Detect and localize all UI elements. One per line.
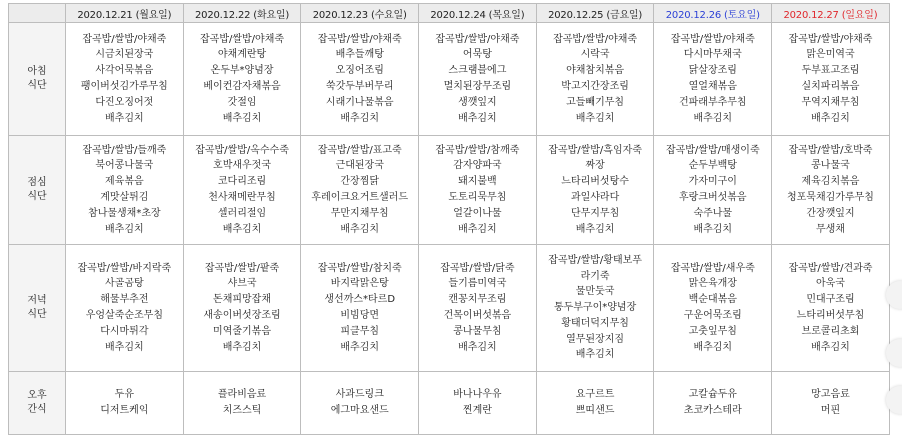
- menu-item: 잡곡밥/쌀밥/야채죽: [200, 33, 285, 45]
- menu-item: 잡곡밥/쌀밥/들깨죽: [82, 144, 167, 156]
- menu-item: 잡곡밥/쌀밥/호박죽: [788, 144, 873, 156]
- menu-item: 단무지무침: [570, 207, 620, 219]
- menu-item: 황태더덕지무침: [561, 317, 629, 329]
- meal-label-line: 식단: [27, 191, 47, 202]
- menu-item: 배추김치: [340, 112, 380, 124]
- menu-item: 배추김치: [575, 349, 615, 361]
- menu-item: 맑은미역국: [806, 49, 855, 61]
- menu-cell: [654, 136, 772, 245]
- menu-item: 다시마튀각: [100, 325, 149, 337]
- menu-item: 숙주나물: [693, 207, 733, 219]
- menu-cell: [301, 136, 419, 245]
- menu-cell: [419, 372, 537, 435]
- menu-cell: [301, 245, 419, 372]
- menu-item: 건목이버섯볶음: [443, 310, 512, 321]
- menu-cell: [66, 23, 184, 136]
- menu-item: 치즈스틱: [222, 405, 262, 416]
- menu-item: 간장깻잎지: [806, 207, 855, 219]
- menu-item: 배추김치: [222, 112, 262, 124]
- menu-item: 박고지간장조림: [561, 81, 629, 92]
- menu-item: 순두부백탕: [688, 160, 737, 172]
- meal-row: [9, 23, 890, 136]
- menu-item: 배추김치: [693, 341, 733, 353]
- menu-item: 잡곡밥/쌀밥/야채죽: [317, 33, 402, 45]
- date-header-4: 2020.12.24 (목요일): [419, 4, 537, 23]
- menu-item: 배추김치: [575, 223, 615, 235]
- menu-item: 구운어묵조림: [683, 310, 742, 321]
- date-header-3: 2020.12.23 (수요일): [301, 4, 419, 23]
- menu-cell: [66, 245, 184, 372]
- menu-item: 콩나물국: [811, 160, 850, 172]
- menu-item: 디저트케익: [100, 405, 149, 416]
- menu-item: 바지락맑은탕: [330, 278, 389, 290]
- menu-item: 무생채: [815, 223, 845, 235]
- menu-cell: [772, 23, 890, 136]
- menu-item: 배추김치: [458, 223, 497, 235]
- menu-item: 생선까스*타르D: [324, 294, 396, 306]
- menu-item: 다시마무채국: [683, 49, 742, 61]
- menu-cell: [772, 245, 890, 372]
- menu-item: 근대된장국: [335, 160, 384, 172]
- menu-item: 참나물생채*초장: [88, 207, 161, 219]
- menu-item: 잡곡밥/쌀밥/새우죽: [670, 262, 755, 274]
- menu-item: 배추김치: [693, 112, 733, 124]
- menu-item: 잡곡밥/쌀밥/황태보푸: [548, 254, 642, 266]
- menu-item: 쑥갓두부버무리: [325, 81, 394, 92]
- menu-cell: [66, 372, 184, 435]
- meal-label-line: 간식: [27, 404, 47, 415]
- meal-label-line: 식단: [27, 309, 47, 320]
- menu-item: 감자양파국: [453, 160, 502, 172]
- menu-item: 캔꽁치무조림: [448, 294, 507, 306]
- menu-item: 베이컨감자채볶음: [203, 81, 281, 92]
- menu-item: 배추김치: [575, 112, 615, 124]
- menu-item: 배추김치: [340, 223, 380, 235]
- menu-cell: [772, 372, 890, 435]
- menu-item: 샤브국: [227, 278, 257, 290]
- menu-item: 과일샤라다: [570, 192, 620, 203]
- date-header-1: 2020.12.21 (월요일): [66, 4, 184, 23]
- menu-item: 배추김치: [811, 112, 850, 124]
- menu-item: 팽이버섯김가루무침: [80, 81, 168, 92]
- menu-item: 에그마요샌드: [330, 405, 389, 416]
- meal-label-line: 점심: [27, 177, 47, 188]
- menu-item: 어묵탕: [462, 49, 492, 61]
- menu-item: 야채참치볶음: [566, 65, 625, 77]
- menu-item: 후랑크버섯볶음: [678, 192, 747, 203]
- corner-cell: [9, 4, 66, 23]
- menu-cell: [536, 23, 654, 136]
- menu-item: 통두부구이*양념장: [553, 302, 637, 314]
- menu-item: 멸치된장무조림: [443, 81, 512, 92]
- menu-item: 두부표고조림: [801, 65, 860, 77]
- menu-item: 고들빼기무침: [566, 96, 625, 108]
- menu-cell: [419, 136, 537, 245]
- menu-cell: [419, 23, 537, 136]
- menu-item: 계맛살튀김: [100, 192, 149, 203]
- menu-item: 바나나우유: [453, 389, 502, 401]
- menu-item: 잡곡밥/쌀밥/닭죽: [440, 262, 515, 274]
- menu-item: 시래기나물볶음: [325, 96, 394, 108]
- menu-item: 머핀: [820, 405, 841, 416]
- menu-item: 고춧잎무침: [688, 325, 737, 337]
- menu-item: 코다리조림: [217, 176, 267, 188]
- menu-item: 망고음료: [811, 389, 850, 401]
- meal-label-line: 아침: [27, 66, 47, 77]
- menu-item: 천사채메란무침: [208, 192, 276, 203]
- meal-row: [9, 372, 890, 435]
- meal-row: [9, 136, 890, 245]
- menu-item: 제육김치볶음: [801, 176, 860, 188]
- menu-item: 배추김치: [222, 341, 262, 353]
- meal-label: [9, 23, 66, 136]
- menu-item: 콩나물무침: [453, 325, 502, 337]
- date-header-6: 2020.12.26 (토요일): [654, 4, 772, 23]
- menu-item: 셀러리절임: [217, 207, 267, 219]
- menu-item: 비빔당면: [340, 310, 380, 321]
- menu-item: 배추들깨탕: [335, 49, 384, 61]
- menu-item: 오징어조림: [335, 65, 384, 77]
- menu-item: 초코카스테라: [683, 405, 742, 416]
- menu-cell: [654, 23, 772, 136]
- meal-label-line: 저녁: [27, 295, 47, 306]
- menu-item: 닭살장조림: [688, 65, 737, 77]
- menu-cell: [536, 245, 654, 372]
- menu-item: 사골곰탕: [105, 278, 144, 290]
- menu-item: 느타리버섯무침: [796, 310, 865, 321]
- menu-item: 다진오징어젓: [95, 96, 154, 108]
- menu-cell: [183, 136, 301, 245]
- menu-item: 잡곡밥/쌀밥/참치죽: [317, 262, 402, 274]
- menu-item: 피클무침: [340, 325, 380, 337]
- menu-item: 온두부*양념장: [210, 65, 274, 77]
- meal-label: [9, 245, 66, 372]
- menu-item: 배추김치: [458, 112, 497, 124]
- menu-item: 배추김치: [693, 223, 733, 235]
- menu-item: 잡곡밥/쌀밥/야채죽: [435, 33, 520, 45]
- menu-cell: [183, 23, 301, 136]
- menu-item: 배추김치: [340, 341, 380, 353]
- meal-label: [9, 136, 66, 245]
- date-header-5: 2020.12.25 (금요일): [536, 4, 654, 23]
- menu-item: 민대구조림: [806, 294, 855, 306]
- menu-item: 가자미구이: [688, 176, 737, 188]
- menu-cell: [301, 23, 419, 136]
- menu-item: 잡곡밥/쌀밥/매생이죽: [665, 144, 760, 156]
- menu-item: 배추김치: [105, 341, 144, 353]
- menu-item: 열무된장지짐: [566, 333, 625, 345]
- menu-item: 잡곡밥/쌀밥/옥수수죽: [195, 144, 289, 156]
- menu-cell: [183, 245, 301, 372]
- menu-item: 청포묵채김가루무침: [786, 192, 874, 203]
- menu-cell: [654, 245, 772, 372]
- menu-item: 우엉살죽순조무침: [85, 310, 163, 321]
- meal-row: [9, 245, 890, 372]
- date-header-row: [9, 4, 890, 23]
- menu-cell: [419, 245, 537, 372]
- menu-item: 무역지채무침: [801, 96, 860, 108]
- menu-item: 건파래부추무침: [678, 96, 747, 108]
- menu-item: 짜장: [585, 160, 605, 172]
- menu-item: 들기름미역국: [448, 278, 507, 290]
- menu-item: 잡곡밥/쌀밥/바지락죽: [77, 262, 172, 274]
- menu-cell: [536, 372, 654, 435]
- menu-item: 도토리묵무침: [448, 192, 507, 203]
- meal-label-line: 오후: [27, 390, 47, 401]
- menu-item: 라기죽: [580, 270, 610, 282]
- menu-item: 잡곡밥/쌀밥/견과죽: [788, 262, 873, 274]
- menu-cell: [536, 136, 654, 245]
- menu-item: 느타리버섯탕수: [561, 176, 629, 188]
- menu-item: 배추김치: [105, 112, 144, 124]
- menu-item: 배추김치: [222, 223, 262, 235]
- menu-item: 잡곡밥/쌀밥/야채죽: [82, 33, 167, 45]
- menu-item: 해물부추전: [100, 294, 149, 306]
- menu-cell: [772, 136, 890, 245]
- menu-item: 배추김치: [105, 223, 144, 235]
- menu-item: 제육볶음: [105, 176, 144, 188]
- menu-item: 잡곡밥/쌀밥/야채죽: [553, 33, 638, 45]
- menu-item: 요구르트: [575, 389, 615, 401]
- menu-item: 배추김치: [458, 341, 497, 353]
- menu-item: 잡곡밥/쌀밥/흑임자죽: [548, 144, 642, 156]
- meal-label-line: 식단: [27, 80, 47, 91]
- menu-item: 배추김치: [811, 341, 850, 353]
- menu-item: 돈채피망잡채: [213, 294, 272, 306]
- menu-item: 간장찜닭: [340, 176, 380, 188]
- menu-item: 쁘띠샌드: [575, 405, 615, 416]
- menu-item: 잡곡밥/쌀밥/표고죽: [317, 144, 402, 156]
- menu-cell: [301, 372, 419, 435]
- menu-item: 맑은육개장: [688, 278, 737, 290]
- menu-item: 찐계란: [462, 405, 492, 416]
- meal-label: [9, 372, 66, 435]
- menu-item: 실치파리볶음: [801, 81, 860, 92]
- menu-cell: [66, 136, 184, 245]
- menu-item: 고칼슘두유: [688, 389, 737, 401]
- menu-item: 잡곡밥/쌀밥/야채죽: [788, 33, 873, 45]
- menu-item: 새송이버섯장조림: [203, 310, 281, 321]
- menu-item: 생깻잎지: [458, 96, 497, 108]
- date-header-2: 2020.12.22 (화요일): [183, 4, 301, 23]
- menu-item: 미역줄기볶음: [213, 325, 272, 337]
- menu-item: 스크램블에그: [448, 65, 507, 77]
- menu-item: 잡곡밥/쌀밥/야채죽: [670, 33, 755, 45]
- menu-item: 후레이크요거트샐러드: [311, 192, 409, 203]
- menu-item: 사과드링크: [335, 389, 384, 401]
- menu-item: 물만둣국: [575, 286, 615, 298]
- menu-item: 갓절임: [227, 96, 257, 108]
- menu-item: 시락국: [580, 49, 610, 61]
- menu-item: 무만지채무침: [330, 207, 389, 219]
- menu-item: 시금치된장국: [95, 49, 154, 61]
- menu-item: 브로콜리초회: [801, 325, 860, 337]
- menu-item: 잡곡밥/쌀밥/팥죽: [204, 262, 280, 274]
- menu-item: 아욱국: [815, 278, 845, 290]
- menu-item: 백순대볶음: [688, 294, 737, 306]
- menu-item: 북어콩나물국: [95, 160, 154, 172]
- menu-item: 잡곡밥/쌀밥/참깨죽: [435, 144, 520, 156]
- menu-cell: [654, 372, 772, 435]
- menu-item: 두유: [114, 389, 134, 401]
- menu-item: 돼지불백: [458, 176, 497, 188]
- menu-item: 호박새우젓국: [213, 160, 272, 172]
- weekly-meal-table: [8, 3, 890, 435]
- menu-item: 플라비음료: [217, 389, 267, 401]
- menu-item: 야채계란탕: [217, 49, 267, 61]
- menu-item: 얼갈이나물: [453, 207, 502, 219]
- menu-item: 열얼채볶음: [688, 81, 737, 92]
- date-header-7: 2020.12.27 (일요일): [772, 4, 890, 23]
- menu-item: 사각어묵볶음: [95, 65, 154, 77]
- menu-cell: [183, 372, 301, 435]
